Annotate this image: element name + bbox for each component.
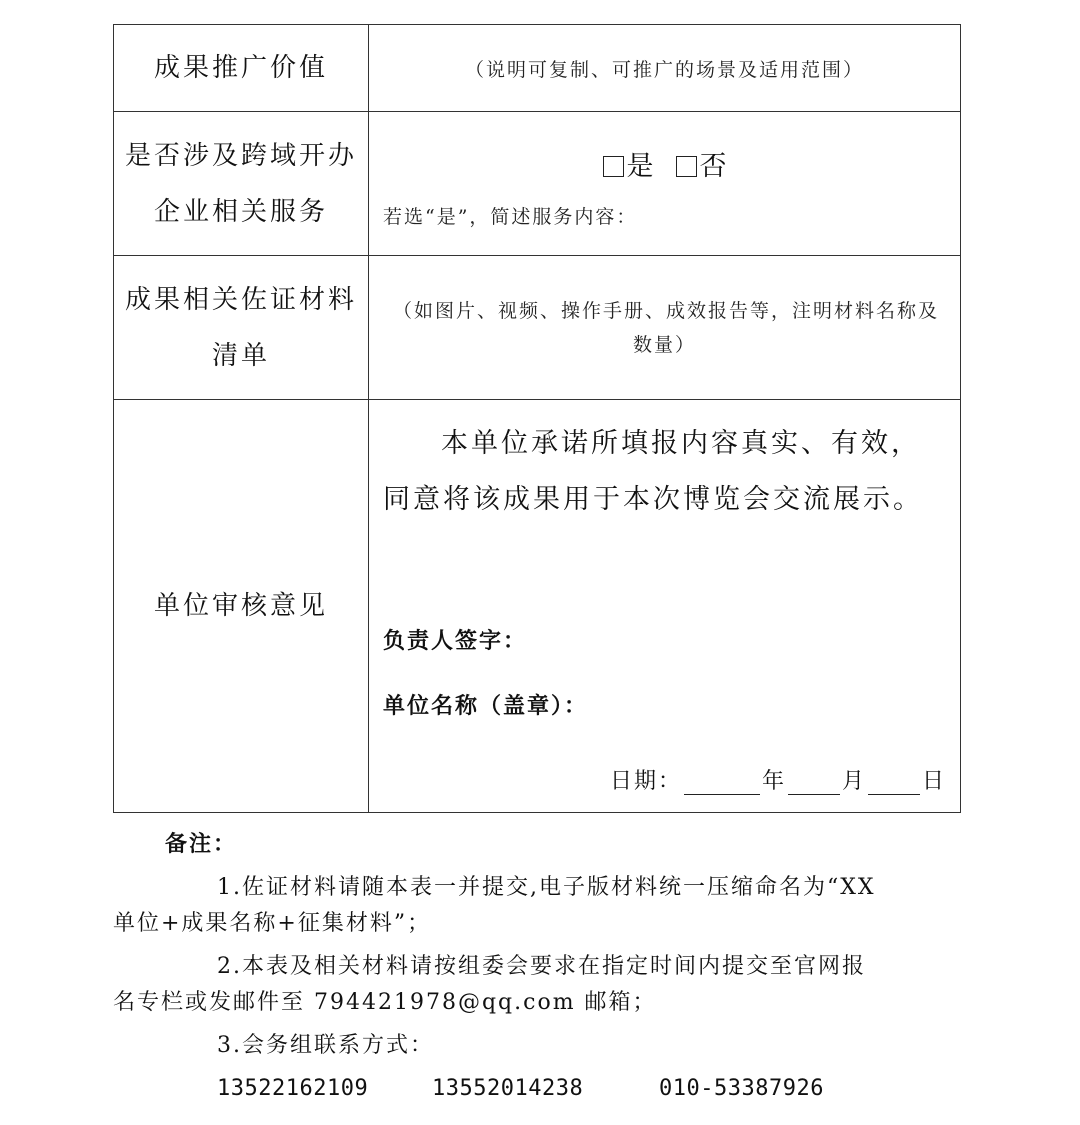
label-evidence: [114, 256, 369, 400]
cell-promotion-value[interactable]: [369, 25, 961, 112]
unit-name-label[interactable]: 单位名称（盖章）：: [383, 693, 589, 719]
hint-evidence-line2: 数量）: [632, 333, 696, 356]
cell-review: [369, 400, 961, 813]
hint-promotion-value: （说明可复制、可推广的场景及适用范围）: [464, 58, 864, 81]
label-evidence-line1: 成果相关佐证材料: [124, 284, 357, 315]
checkbox-yes[interactable]: [603, 156, 624, 177]
option-no-label: 否: [699, 151, 727, 182]
day-blank[interactable]: [868, 772, 920, 795]
note-item-1-line2: 单位+成果名称+征集材料”；: [113, 911, 432, 936]
cell-cross-region: [369, 112, 961, 256]
phone-3[interactable]: 010-53387926: [659, 1076, 824, 1101]
option-yes[interactable]: [603, 151, 654, 182]
checkbox-no[interactable]: [676, 156, 697, 177]
row-review: [114, 400, 961, 813]
label-cross-region: [114, 112, 369, 256]
year-blank[interactable]: [684, 772, 760, 795]
label-evidence-line2: 清单: [211, 340, 270, 371]
month-label: 月: [841, 769, 866, 794]
yes-no-options: [369, 138, 960, 192]
notes-title: 备注：: [165, 831, 238, 857]
month-blank[interactable]: [788, 772, 840, 795]
note-item-2-line2: 名专栏或发邮件至 794421978@qq.com 邮箱；: [113, 990, 657, 1015]
row-evidence: [114, 256, 961, 400]
note-item-1-line1: 1.佐证材料请随本表一并提交,电子版材料统一压缩命名为“XX: [217, 875, 876, 900]
promise-line2: 将该成果用于本次博览会交流展示。: [443, 484, 923, 515]
promise-text: [369, 416, 960, 528]
label-review: 单位审核意见: [114, 400, 369, 813]
notes-section: [113, 826, 955, 1107]
contact-phones: [165, 1071, 955, 1107]
phone-2[interactable]: 13552014238: [432, 1076, 584, 1101]
note-item-3: 3.会务组联系方式：: [217, 1033, 434, 1058]
application-form-table: [113, 24, 961, 813]
day-label: 日: [921, 769, 946, 794]
promise-line1: 本单位承诺所填报内容真实、有效，同意: [383, 428, 921, 515]
note-item-2-line1: 2.本表及相关材料请按组委会要求在指定时间内提交至官网报: [217, 954, 866, 979]
hint-evidence-line1: （如图片、视频、操作手册、成效报告等，注明材料名称及: [393, 299, 940, 322]
label-cross-region-line2: 企业相关服务: [153, 196, 328, 227]
option-no[interactable]: [676, 151, 727, 182]
row-cross-region: [114, 112, 961, 256]
phone-1[interactable]: 13522162109: [217, 1076, 369, 1101]
label-promotion-value: 成果推广价值: [114, 25, 369, 112]
date-label: 日期：: [609, 769, 682, 794]
note-item-2: [113, 949, 955, 1021]
option-yes-label: 是: [626, 151, 654, 182]
signature-label[interactable]: 负责人签字：: [383, 628, 528, 654]
date-row: [369, 764, 960, 795]
note-item-1: [113, 870, 955, 942]
year-label: 年: [761, 769, 786, 794]
row-promotion-value: [114, 25, 961, 112]
hint-cross-region: 若选“是”，简述服务内容：: [383, 206, 638, 228]
cell-evidence[interactable]: [369, 256, 961, 400]
label-cross-region-line1: 是否涉及跨域开办: [124, 140, 357, 171]
